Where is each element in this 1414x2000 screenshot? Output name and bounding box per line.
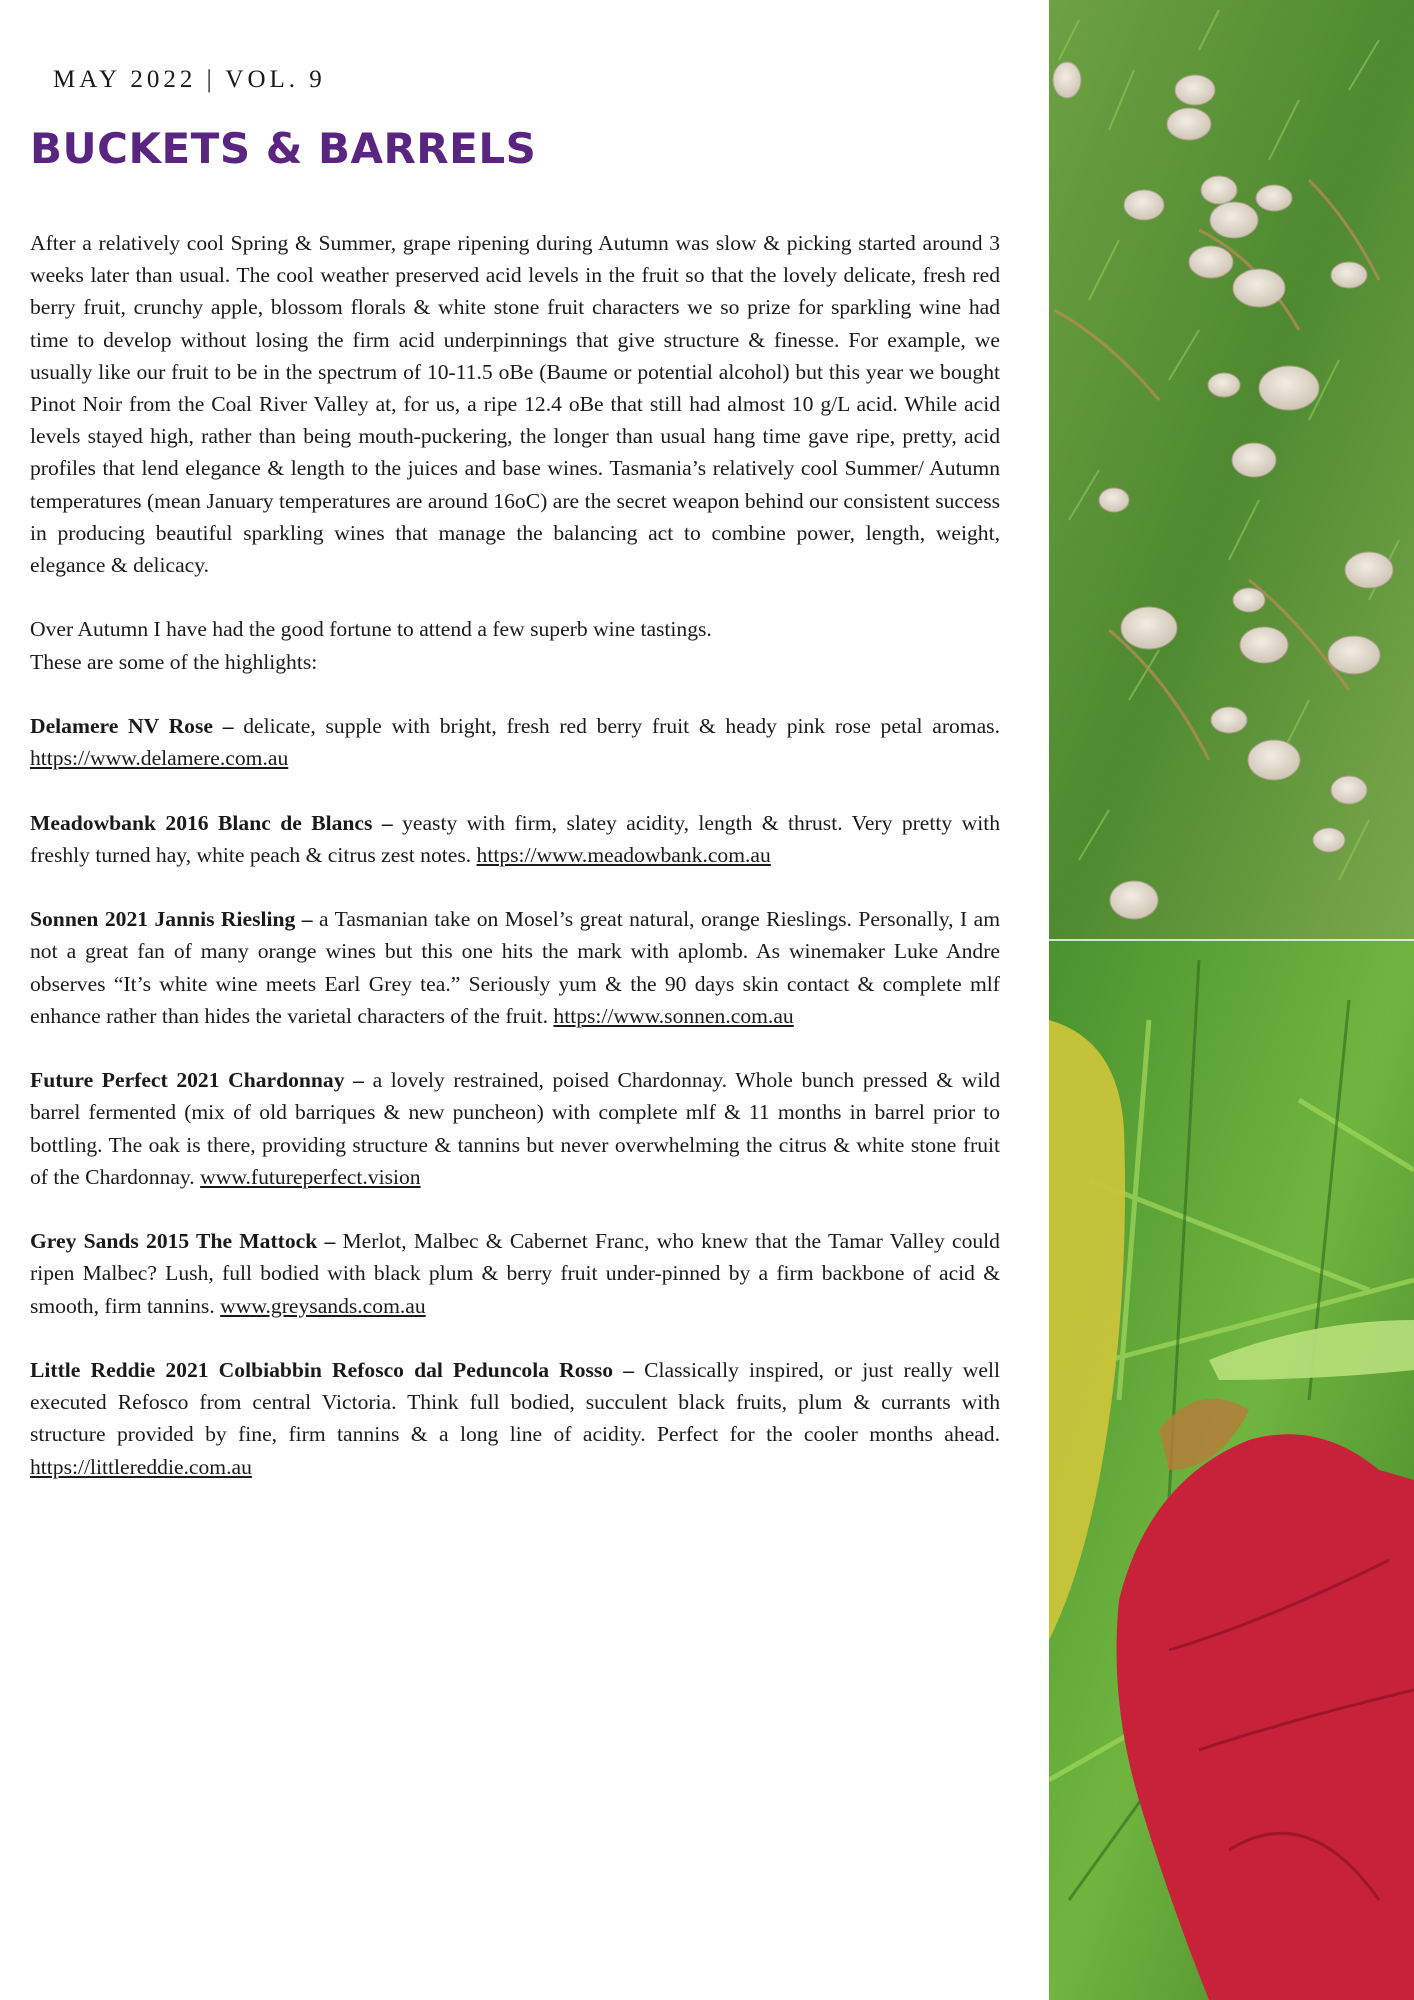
tastings-intro-paragraph: [30, 613, 1000, 677]
winery-link[interactable]: https://www.delamere.com.au: [30, 746, 289, 771]
wine-description: a lovely restrained, poised Chardonnay. Whole bunch pressed & wild barrel fermented (mix of old barriques & new puncheon) with complete mlf & 11 months in barrel prior to bottling. The oak is there, providing structure & tannins but never overwhelming the citrus & white stone fruit of the Chardonnay.: [30, 1068, 1001, 1189]
wine-entry: [30, 710, 1000, 774]
wine-separator: –: [353, 1068, 364, 1093]
wine-description: Merlot, Malbec & Cabernet Franc, who knew that the Tamar Valley could ripen Malbec? Lush, full bodied with black plum & berry fruit under-pinned by a firm backbone of acid & smooth, firm tannins.: [30, 1229, 1000, 1318]
winery-link[interactable]: https://www.sonnen.com.au: [553, 1003, 794, 1028]
wine-entry: [30, 903, 1000, 1032]
wine-entry: [30, 1225, 1000, 1322]
newsletter-title: BUCKETS & BARRELS: [30, 124, 537, 173]
winery-link[interactable]: https://www.meadowbank.com.au: [476, 842, 771, 867]
wine-name: Little Reddie 2021 Colbiabbin Refosco dal Peduncola Rosso: [30, 1358, 614, 1382]
issue-date-volume: MAY 2022 | VOL. 9: [53, 66, 326, 93]
winery-link[interactable]: https://littlereddie.com.au: [30, 1454, 252, 1479]
wine-name: Grey Sands 2015 The Mattock: [30, 1229, 318, 1254]
wine-name: Future Perfect 2021 Chardonnay: [30, 1068, 345, 1093]
wine-name: Meadowbank 2016 Blanc de Blancs: [30, 810, 373, 835]
wine-name: Delamere NV Rose: [30, 714, 213, 739]
wine-entry: [30, 1064, 1000, 1193]
wine-description: delicate, supple with bright, fresh red berry fruit & heady pink rose petal aromas.: [243, 714, 1000, 739]
wine-entry: [30, 807, 1000, 871]
mushrooms-in-grass-photo: [1049, 0, 1414, 940]
wine-separator: –: [222, 714, 234, 739]
winery-link[interactable]: www.futureperfect.vision: [200, 1164, 421, 1189]
wine-entry: [30, 1354, 1000, 1483]
intro-paragraph: After a relatively cool Spring & Summer, grape ripening during Autumn was slow & picking started around 3 weeks later than usual. The cool weather preserved acid levels in the fruit so that the lovely delicate, fresh red berry fruit, crunchy apple, blossom florals & white stone fruit characters we so prize for sparkling wine had time to develop without losing the firm acid underpinnings that give structure & finesse. For example, we usually like our fruit to be in the spectrum of 10-11.5 oBe (Baume or potential alcohol) but this year we bought Pinot Noir from the Coal River Valley at, for us, a ripe 12.4 oBe that still had almost 10 g/L acid. While acid levels stayed high, rather than being mouth-puckering, the longer than usual hang time gave ripe, pretty, acid profiles that lend elegance & length to the juices and base wines. Tasmania’s relatively cool Summer/ Autumn temperatures (mean January temperatures are around 16oC) are the secret weapon behind our consistent success in producing beautiful sparkling wines that manage the balancing act to combine power, length, weight, elegance & delicacy.: [30, 231, 1000, 578]
winery-link[interactable]: www.greysands.com.au: [220, 1293, 426, 1318]
wine-separator: –: [324, 1229, 336, 1254]
wine-separator: –: [623, 1358, 635, 1382]
wine-description: a Tasmanian take on Mosel’s great natural, orange Rieslings. Personally, I am not a great fan of many orange wines but this one hits the mark with aplomb. As winemaker Luke Andre observes “It’s white wine meets Earl Grey tea.” Seriously yum & the 90 days skin contact & complete mlf enhance rather than hides the varietal characters of the fruit.: [30, 907, 1000, 1028]
tastings-intro-line-2: These are some of the highlights:: [30, 649, 318, 674]
autumn-leaves-in-grass-photo: [1049, 940, 1414, 2000]
wine-separator: –: [301, 907, 313, 932]
tastings-intro-line-1: Over Autumn I have had the good fortune to attend a few superb wine tastings.: [30, 617, 712, 642]
article-body: [30, 227, 1000, 1515]
wine-description: Classically inspired, or just really well executed Refosco from central Victoria. Think full bodied, succulent black fruits, plum & currants with structure provided by fine, firm tannins & a long line of acidity. Perfect for the cooler months ahead.: [30, 1358, 1000, 1447]
wine-name: Sonnen 2021 Jannis Riesling: [30, 907, 296, 932]
wine-separator: –: [381, 810, 393, 835]
photo-column: [1049, 0, 1414, 2000]
wine-description: yeasty with firm, slatey acidity, length & thrust. Very pretty with freshly turned hay, white peach & citrus zest notes.: [30, 810, 1000, 867]
